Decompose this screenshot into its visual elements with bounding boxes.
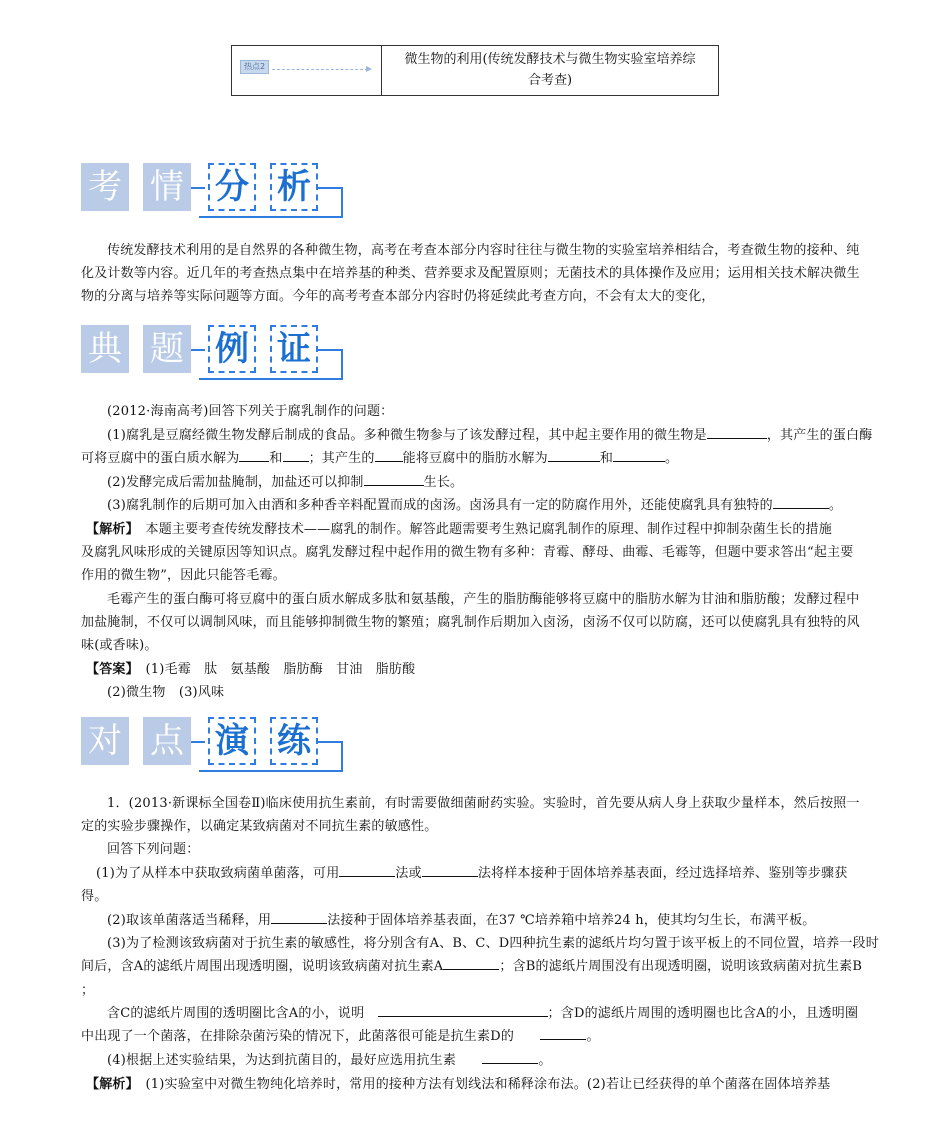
example-analysis-line-5: 加盐腌制，不仅可以调制风味，而且能够抑制微生物的繁殖；腐乳制作后期加入卤汤，卤汤不仅可以防腐，还可以使腐乳具有独特的风: [81, 615, 860, 630]
topic-header-table: [231, 45, 719, 96]
kaoqing-paragraph-line-2: 化及计数等内容。近几年的考查热点集中在培养基的种类、营养要求及配置原则；无菌技术的具体操作及应用；运用相关技术解决微生: [81, 266, 860, 281]
practice-q1-line-2: 得。: [81, 889, 108, 904]
example-analysis-line-4: 毛霉产生的蛋白酶可将豆腐中的蛋白质水解成多肽和氨基酸，产生的脂肪酶能够将豆腐中的脂肪水解为甘油和脂肪酸；发酵过程中: [107, 592, 860, 607]
banner-char: 练: [270, 717, 318, 765]
practice-q3-line-5: 中出现了一个菌落，在排除杂菌污染的情况下，此菌落很可能是抗生素D的 。: [81, 1025, 897, 1048]
practice-1-line-1: 1．(2013·新课标全国卷Ⅱ)临床使用抗生素前，有时需要做细菌耐药实验。实验时，首先要从病人身上获取少量样本，然后按照一: [107, 796, 860, 811]
banner-char: 典: [81, 325, 129, 373]
banner-char: 对: [81, 717, 129, 765]
example-answer-line-1: 【答案】 (1)毛霉 肽 氨基酸 脂肪酶 甘油 脂肪酸: [86, 662, 416, 677]
practice-1-line-2: 定的实验步骤操作，以确定某致病菌对不同抗生素的敏感性。: [81, 819, 438, 834]
example-analysis-line-3: 作用的微生物”，因此只能答毛霉。: [81, 568, 286, 583]
topic-title: [382, 46, 718, 98]
analysis-label: 【解析】: [86, 1077, 133, 1092]
practice-q2: (2)取该单菌落适当稀释，用 法接种于固体培养基表面，在37 ℃培养箱中培养24 h，使其均匀生长，布满平板。: [81, 909, 897, 932]
topic-tag-cell: [232, 46, 382, 95]
banner-duidian-yanlian: [81, 714, 351, 774]
example-intro: (2012·海南高考)回答下列关于腐乳制作的问题：: [107, 404, 394, 419]
banner-dianti-lizheng: [81, 322, 351, 382]
banner-char: 演: [208, 717, 256, 765]
practice-analysis-line-1: 【解析】 (1)实验室中对微生物纯化培养时，常用的接种方法有划线法和稀释涂布法。(2)若让已经获得的单个菌落在固体培养基: [86, 1077, 831, 1092]
kaoqing-paragraph-line-1: 传统发酵技术利用的是自然界的各种微生物，高考在考查本部分内容时往往与微生物的实验室培养相结合，考查微生物的接种、纯: [107, 243, 860, 258]
practice-q3-line-1: (3)为了检测该致病菌对于抗生素的敏感性，将分别含有A、B、C、D四种抗生素的滤纸片均匀置于该平板上的不同位置，培养一段时: [107, 936, 879, 951]
practice-q1-line-1: (1)为了从样本中获取致病菌单菌落，可用 法或 法将样本接种于固体培养基表面，经过选择培养、鉴别等步骤获: [96, 862, 897, 885]
banner-char: 证: [270, 325, 318, 373]
practice-q3-line-3: ；: [81, 983, 95, 998]
practice-q3-line-2: 间后，含A的滤纸片周围出现透明圈，说明该致病菌对抗生素A ；含B的滤纸片周围没有出现透明圈，说明该致病菌对抗生素B: [81, 955, 897, 978]
banner-char: 题: [143, 325, 191, 373]
example-q2: (2)发酵完成后需加盐腌制，加盐还可以抑制 生长。: [81, 471, 897, 494]
topic-title-line-1: 微生物的利用(传统发酵技术与微生物实验室培养综: [404, 52, 696, 67]
example-q3: (3)腐乳制作的后期可加入由酒和多种香辛料配置而成的卤汤。卤汤具有一定的防腐作用外，还能使腐乳具有独特的 。: [81, 494, 897, 517]
topic-title-line-2: 合考查): [527, 73, 573, 88]
example-q1-line-1: (1)腐乳是豆腐经微生物发酵后制成的食品。多种微生物参与了该发酵过程，其中起主要作用的微生物是 ，其产生的蛋白酶: [81, 424, 897, 447]
banner-char: 分: [208, 163, 256, 211]
kaoqing-paragraph-line-3: 物的分离与培养等实际问题等方面。今年的高考考查本部分内容时仍将延续此考查方向，不会有太大的变化，: [81, 289, 715, 304]
hotspot-badge: 热点2: [240, 60, 269, 74]
banner-char: 析: [270, 163, 318, 211]
example-analysis-line-2: 及腐乳风味形成的关键原因等知识点。腐乳发酵过程中起作用的微生物有多种：青霉、酵母、曲霉、毛霉等，但题中要求答出“起主要: [81, 545, 854, 560]
example-analysis-line-6: 味(或香味)。: [81, 638, 158, 653]
banner-char: 情: [143, 163, 191, 211]
example-q1-line-2: 可将豆腐中的蛋白质水解为 和 ；其产生的 能将豆腐中的脂肪水解为 和 。: [81, 447, 897, 470]
arrow-right-icon: [366, 66, 372, 72]
practice-q4: (4)根据上述实验结果，为达到抗菌目的，最好应选用抗生素 。: [81, 1049, 897, 1072]
practice-q3-line-4: 含C的滤纸片周围的透明圈比含A的小，说明 ；含D的滤纸片周围的透明圈也比含A的小，且透明圈: [81, 1002, 897, 1025]
arrow-line: [272, 69, 368, 70]
banner-kaoqing-fenxi: [81, 160, 351, 220]
example-analysis-line-1: 【解析】 本题主要考查传统发酵技术——腐乳的制作。解答此题需要考生熟记腐乳制作的原理、制作过程中抑制杂菌生长的措施: [86, 522, 832, 537]
example-answer-line-2: (2)微生物 (3)风味: [107, 685, 225, 700]
banner-char: 例: [208, 325, 256, 373]
banner-char: 考: [81, 163, 129, 211]
analysis-label: 【解析】: [86, 522, 133, 537]
banner-char: 点: [143, 717, 191, 765]
practice-1-line-3: 回答下列问题：: [107, 842, 200, 857]
answer-label: 【答案】: [86, 662, 133, 677]
